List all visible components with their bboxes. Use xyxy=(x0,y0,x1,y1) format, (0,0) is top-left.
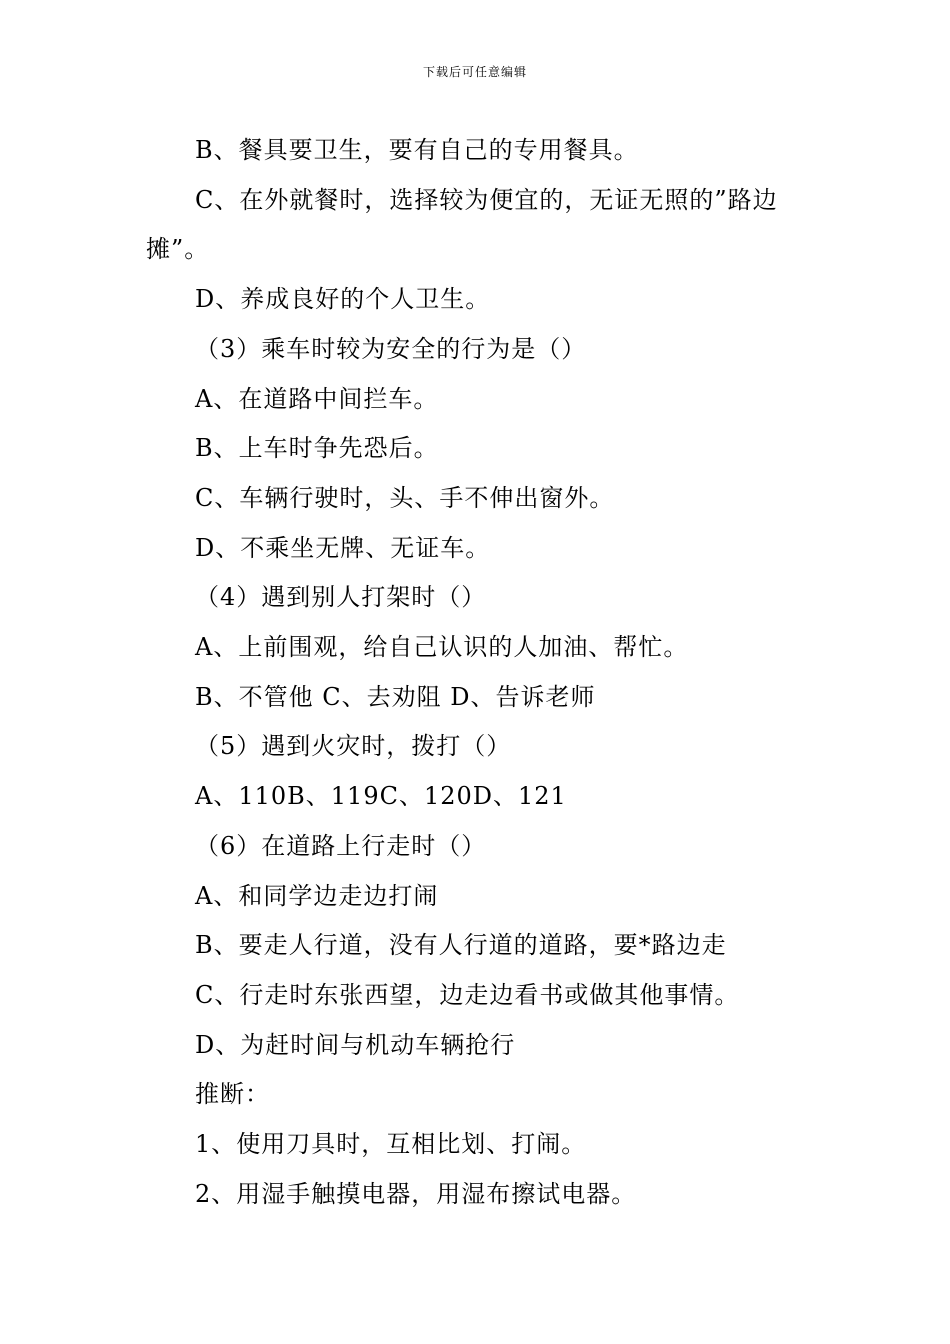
question-heading: （3）乘车时较为安全的行为是（） xyxy=(195,334,587,363)
question-heading: （5）遇到火灾时，拨打（） xyxy=(195,732,512,761)
page-header: 下载后可任意编辑 xyxy=(422,65,527,79)
paragraph: D、养成良好的个人卫生。 xyxy=(195,285,491,314)
question-heading: （6）在道路上行走时（） xyxy=(195,831,487,860)
paragraph: A、上前围观，给自己认识的人加油、帮忙。 xyxy=(195,633,689,662)
paragraph: C、车辆行驶时，头、手不伸出窗外。 xyxy=(195,483,615,512)
paragraph: A、110B、119C、120D、121 xyxy=(195,782,567,811)
paragraph: D、为赶时间与机动车辆抢行 xyxy=(195,1030,516,1059)
paragraph: B、不管他 C、去劝阻 D、告诉老师 xyxy=(195,682,596,711)
paragraph: B、要走人行道，没有人行道的道路，要*路边走 xyxy=(195,931,727,960)
paragraph: 2、用湿手触摸电器，用湿布擦试电器。 xyxy=(195,1179,637,1208)
paragraph: C、在外就餐时，选择较为便宜的，无证无照的”路边摊”。 xyxy=(146,185,778,264)
document-body xyxy=(146,126,814,1219)
paragraph: 1、使用刀具时，互相比划、打闹。 xyxy=(195,1130,587,1159)
question-heading: （4）遇到别人打架时（） xyxy=(195,583,487,612)
paragraph: A、在道路中间拦车。 xyxy=(195,384,439,413)
paragraph: C、行走时东张西望，边走边看书或做其他事情。 xyxy=(195,980,740,1009)
paragraph: D、不乘坐无牌、无证车。 xyxy=(195,533,491,562)
section-heading: 推断： xyxy=(195,1080,270,1109)
paragraph: B、餐具要卫生，要有自己的专用餐具。 xyxy=(195,136,639,164)
paragraph: B、上车时争先恐后。 xyxy=(195,434,439,463)
paragraph: A、和同学边走边打闹 xyxy=(195,881,439,910)
